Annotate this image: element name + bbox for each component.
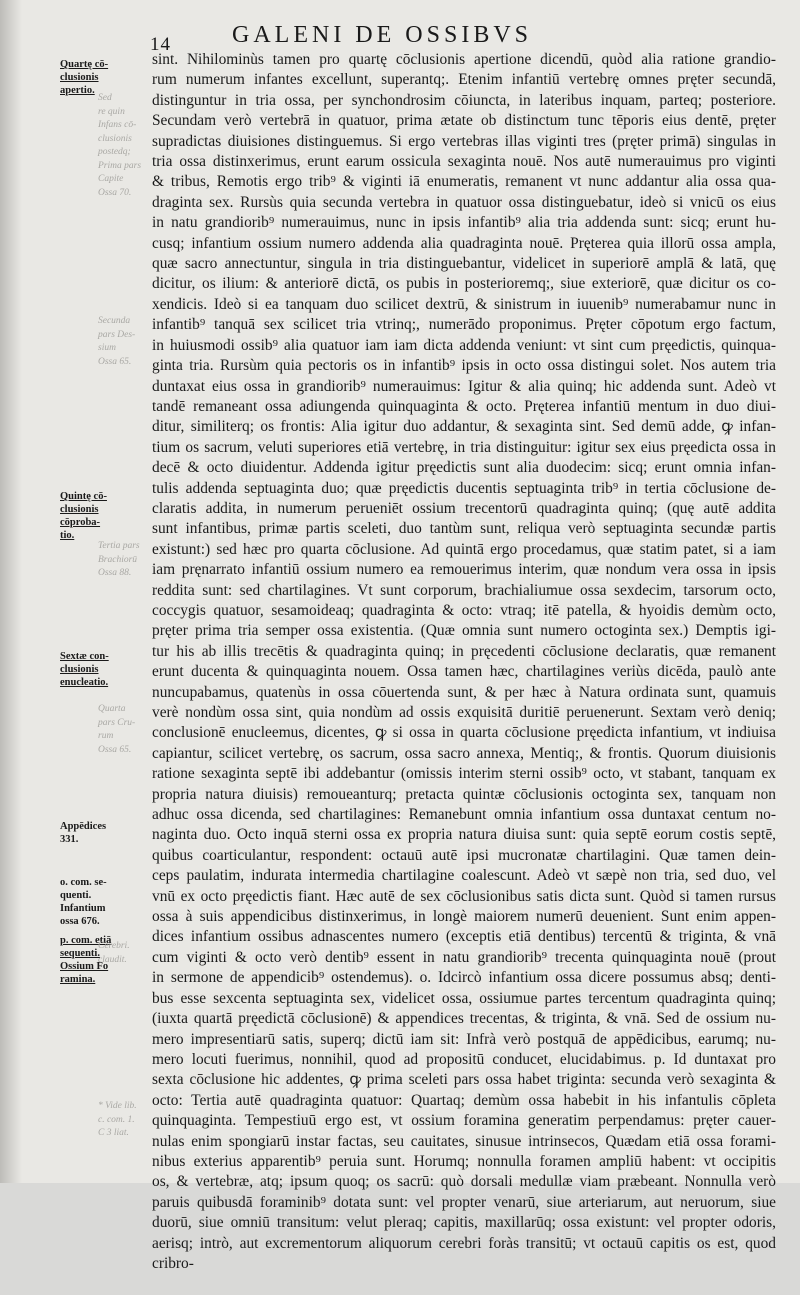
text-line: coccygis quatuor, sesamoideaq; quadraginta & octo: vtraq; itē patella, & hyoidis demùm octo, <box>152 601 776 619</box>
text-line: rum numerum infantes excellunt, superantq;. Etenim infantiū vertebrę omnes pręter secundā, <box>152 71 776 89</box>
text-line: in sermone de appendicib⁹ ostendemus). o. Idcircò infantium ossa dicere possumus absq; denti- <box>152 969 776 987</box>
text-line: quinquaginta. Tempestiuū ergo est, vt ossium foramina generatim perpendamus: pręter cauer- <box>152 1112 776 1130</box>
margin-note-infant-bones: o. com. se- quenti. Infantium ossa 676. <box>60 877 107 927</box>
text-line: nibus exterius apparentib⁹ peruia sunt. Horumq; nonnulla foramen ampliū habent: vt occipitis <box>152 1152 776 1170</box>
text-line: ratione sexaginta septē ibi addebantur (omissis interim sterni ossib⁹ octo, vt stabant, tanquam ex <box>152 765 776 783</box>
text-line: ossa à suis appendicibus distinxerimus, in longè maiorem numerū deuenient. Sunt enim appen- <box>152 908 776 926</box>
show-through-text: Quarta pars Cru- rum Ossa 65. <box>98 704 136 755</box>
text-line: quæ sacro annectuntur, singula in tria distinguebantur, videlicet in superiorē amplā & latā, quę <box>152 255 776 273</box>
text-line: xendicis. Ideò si ea tanquam duo scilicet dextrū, & sinistrum in iuuenib⁹ numerabamur nunc in <box>152 295 776 313</box>
text-line: vnū ex octo pręedictis fiant. Hæc autē de sex cōclusionibus satis dicta sunt. Quòd si tamen rursus <box>152 887 776 905</box>
text-line: (iuxta quartā pręedictā cōclusionē) & appendices trecentas, & triginta, & vnā. Sed de ossium nu- <box>152 1010 776 1028</box>
text-line: dicitur, os ilium: & anteriorē dictā, os pubis in posterioremq;, siue exteriorē, quæ dicitur os co- <box>152 275 776 293</box>
text-line: ceps paulatim, indurata intermedia chartilagine coalescunt. Adeò vt sæpè non tria, sed duo, vel <box>152 867 776 885</box>
running-head: GALENI DE OSSIBVS <box>232 22 533 48</box>
text-line: iam pręnarrato infantiū ossium numero ea remouerimus interim, quæ nondum vera ossa in ipsis <box>152 561 776 579</box>
text-line: tulis addenda septuaginta duo; quæ pręedictis ducentis septuaginta trib⁹ in tertia cōclusione de- <box>152 479 776 497</box>
text-line: ditur, similiterq; os frontis: Alia igitur duo addantur, & sexaginta sint. Sed demū adde, ꝙ infan- <box>152 418 776 436</box>
text-line: naginta duo. Octo inquā sterni ossa ex propria natura diuisa sunt: quia septē eorum costis septē, <box>152 826 776 844</box>
text-line: sexta cōclusione hic addentes, ꝙ prima sceleti pars ossa habet triginta: secunda verò sexaginta & <box>152 1071 776 1089</box>
text-line: & tribus, Remotis ergo trib⁹ & viginti iā enumeratis, remanent vt nunc addantur alia ossa qua- <box>152 173 776 191</box>
text-line: erunt ducenta & quinquaginta nouem. Ossa tamen hæc, chartilagines veriùs dicēda, paulò ante <box>152 663 776 681</box>
text-line: cum viginti & octo verò dentib⁹ essent in natu grandiorib⁹ trecenta quinquaginta nouē (prout <box>152 948 776 966</box>
show-through-text: Cerebri. claudit. <box>98 941 130 965</box>
text-line: in natu grandiorib⁹ numerauimus, nunc in ipsis infantib⁹ alia tria addenda sunt: sicq; erunt hu- <box>152 214 776 232</box>
text-line: os, & vertebræ, atq; ipsum quoq; os sacrū: quò dorsali medullæ viam præbeant. Nonnulla verò <box>152 1173 776 1191</box>
text-line: ginta tria. Rursùm quia pectoris os in infantib⁹ ipsis in octo ossa distingui solet. Nos autem tria <box>152 357 776 375</box>
text-line: capiantur, scilicet vertebrę, os sacrum, ossa sacro annexa, Mentiq;, & frontis. Quorum diuisionis <box>152 744 776 762</box>
margin-note-fourth-conclusion: Quartę cō- clusionis apertio. <box>60 59 109 96</box>
text-line: duntaxat eius ossa in grandiorib⁹ numerauimus: Igitur & alia quinq; hic addenda sunt. Adeò vt <box>152 377 776 395</box>
page-number: 14 <box>150 34 171 55</box>
text-line: supradictas diuisiones distinguemus. Si ergo vertebras illas viginti tres (pręter primā) singulas in <box>152 132 776 150</box>
text-line: mero locuti fuerimus, nonnihil, quod ad propositū conducet, elucidabimus. p. Id duntaxat pro <box>152 1050 776 1068</box>
text-line: infantib⁹ tanquā sex scilicet tria vtrinq;, numerādo proponimus. Pręter cōpotum ergo factum, <box>152 316 776 334</box>
text-line: sint. Nihilominùs tamen pro quartę cōclusionis apertione dicendū, quòd alia ratione grandio- <box>152 51 776 68</box>
text-line: decē & octo diuidentur. Addenda igitur pręedictis sunt alia duodecim: sicq; erunt omnia infan- <box>152 459 776 477</box>
text-line: in huiusmodi ossib⁹ alia quatuor iam iam dicta addenda veniunt: vt sint cum pręedictis, quinqua- <box>152 336 776 354</box>
text-line: paruis quibusdā foraminib⁹ dotata sunt: vel propter venarū, siue arteriarum, aut neruorum, siue <box>152 1193 776 1211</box>
text-line: nulas enim spongiarū instar factas, seu cauitates, sinusue intrinsecos, Quædam etiā ossa forami- <box>152 1132 776 1150</box>
text-line: octo: Tertia autē quadraginta quatuor: Quartaq; demùm ossa habebit in his infantulis cōpleta <box>152 1091 776 1109</box>
text-line: pręter prima tria semper ossa existentia. (Quæ omnia sunt numero octoginta sex.) Demptis igi- <box>152 622 776 640</box>
text-line: distinguntur in tria ossa, per synchondrosim cōiuncta, in lateribus inquam, parteq; posteriore. <box>152 91 776 109</box>
margin-note-bone-foramina: p. com. etiā sequenti. Ossium Fo ramina. <box>60 935 112 985</box>
show-through-text: * Vide lib. c. com. 1. C 3 liat. <box>98 1101 137 1138</box>
text-line: sunt infantibus, primæ partis sceleti, duo tantùm sunt, reliqua verò septuaginta secundæ partis <box>152 520 776 538</box>
text-line: conclusionē enucleemus, dicentes, ꝙ si ossa in quarta cōclusione pręedicta infantium, vt indiuisa <box>152 724 776 742</box>
text-line: quibus coarticulantur, respondent: octauū autē ipsi mucronatæ chartilagini. Quæ tamen dein- <box>152 846 776 864</box>
show-through-text: Secunda pars Des- sium Ossa 65. <box>98 316 136 367</box>
text-line: verè nondùm ossa sint, quia nondùm ad ossis exquisitā duritiē peruenerunt. Sextam verò deniq; <box>152 704 776 721</box>
text-line: claratis addita, in numerum perueniēt ossium trecentorū quadraginta quinq; (quę autē addita <box>152 499 776 517</box>
text-line: bus esse sexcenta septuaginta sex, videlicet ossa, ossiumue partes tercentum quadraginta quinq; <box>152 989 776 1007</box>
catchword <box>152 1274 776 1294</box>
text-line: tandē remaneant ossa adiungenda quinquaginta & octo. Pręterea infantiū mentum in duo diui- <box>152 397 776 415</box>
text-line: Secundam verò vertebrā in quatuor, prima ætate ob distinctum tunc tēporis eius dentē, pręter <box>152 112 776 130</box>
text-line: nuncupabamus, quatenùs in ossa cōuertenda sunt, & per hæc à Natura ordinata sunt, quamuis <box>152 683 776 701</box>
text-line: existunt:) sed hæc pro quarta cōclusione. Ad quintā ergo procedamus, quæ statim patet, si a iam <box>152 540 776 558</box>
margin-note-sixth-conclusion: Sextæ con- clusionis enucleatio. <box>60 651 109 688</box>
text-line: tium os sacrum, veluti superiores etiā vertebrę, in tria distinguitur: igitur sex eius pręedicta ossa in <box>152 438 776 456</box>
text-line: dices infantium ossibus adnascentes numero (exceptis etiā dentibus) tercentū & triginta, & vnā <box>152 928 776 946</box>
text-line: reddita sunt: sed chartilagines. Vt sunt corporum, brachialiumue ossa sexdecim, tarsorum octo, <box>152 581 776 599</box>
margin-note-fifth-conclusion: Quintę cō- clusionis cōproba- tio. <box>60 491 107 541</box>
text-line: propria natura diuisis) remoueanturq; pretacta quintæ cōclusionis octoginta sex, tanquam non <box>152 785 776 803</box>
text-line: adhuc ossa dicenda, sed chartilagines: Remanebunt omnia infantium ossa duntaxat centum no- <box>152 806 776 824</box>
show-through-text: Tertia pars Brachiorū Ossa 88. <box>98 541 140 578</box>
text-line: aerisq; intrò, aut excrementorum aliquorum cerebri foràs transitū; vt octauū capitis os est, quod <box>152 1234 776 1252</box>
body-text <box>152 50 776 1295</box>
text-line: mero impresentiarū satis, superq; dictū iam sit: Infrà verò postquā de appēdicibus, earumq; nu- <box>152 1030 776 1048</box>
text-line: duorū, siue omniū transitum: velut pleraq; capitis, maxillarūq; ossa existunt: vel propter odoris, <box>152 1214 776 1232</box>
show-through-text: Sed re quin Infans cō- clusionis postedq; Prima pars Capite Ossa 70. <box>98 93 142 198</box>
text-line: draginta sex. Rursùs quia secunda vertebra in quatuor ossa distinguebatur, ideò si vnicū os eius <box>152 193 776 211</box>
text-line: tria ossa distinxerimus, erunt earum ossicula sexaginta nouē. Nos autē numerauimus pro viginti <box>152 153 776 171</box>
text-line: cribro- <box>152 1254 194 1272</box>
margin-note-appendices: Appēdices 331. <box>60 821 107 845</box>
text-line: cusq; infantium ossium numero addenda alia quadraginta nouē. Pręterea quia illorū ossa ampla, <box>152 234 776 252</box>
gutter-shadow <box>0 0 22 1183</box>
text-line: tur his ab illis trecētis & quadraginta quinq; in pręcedenti cōclusione declaratis, quæ remanent <box>152 642 776 660</box>
